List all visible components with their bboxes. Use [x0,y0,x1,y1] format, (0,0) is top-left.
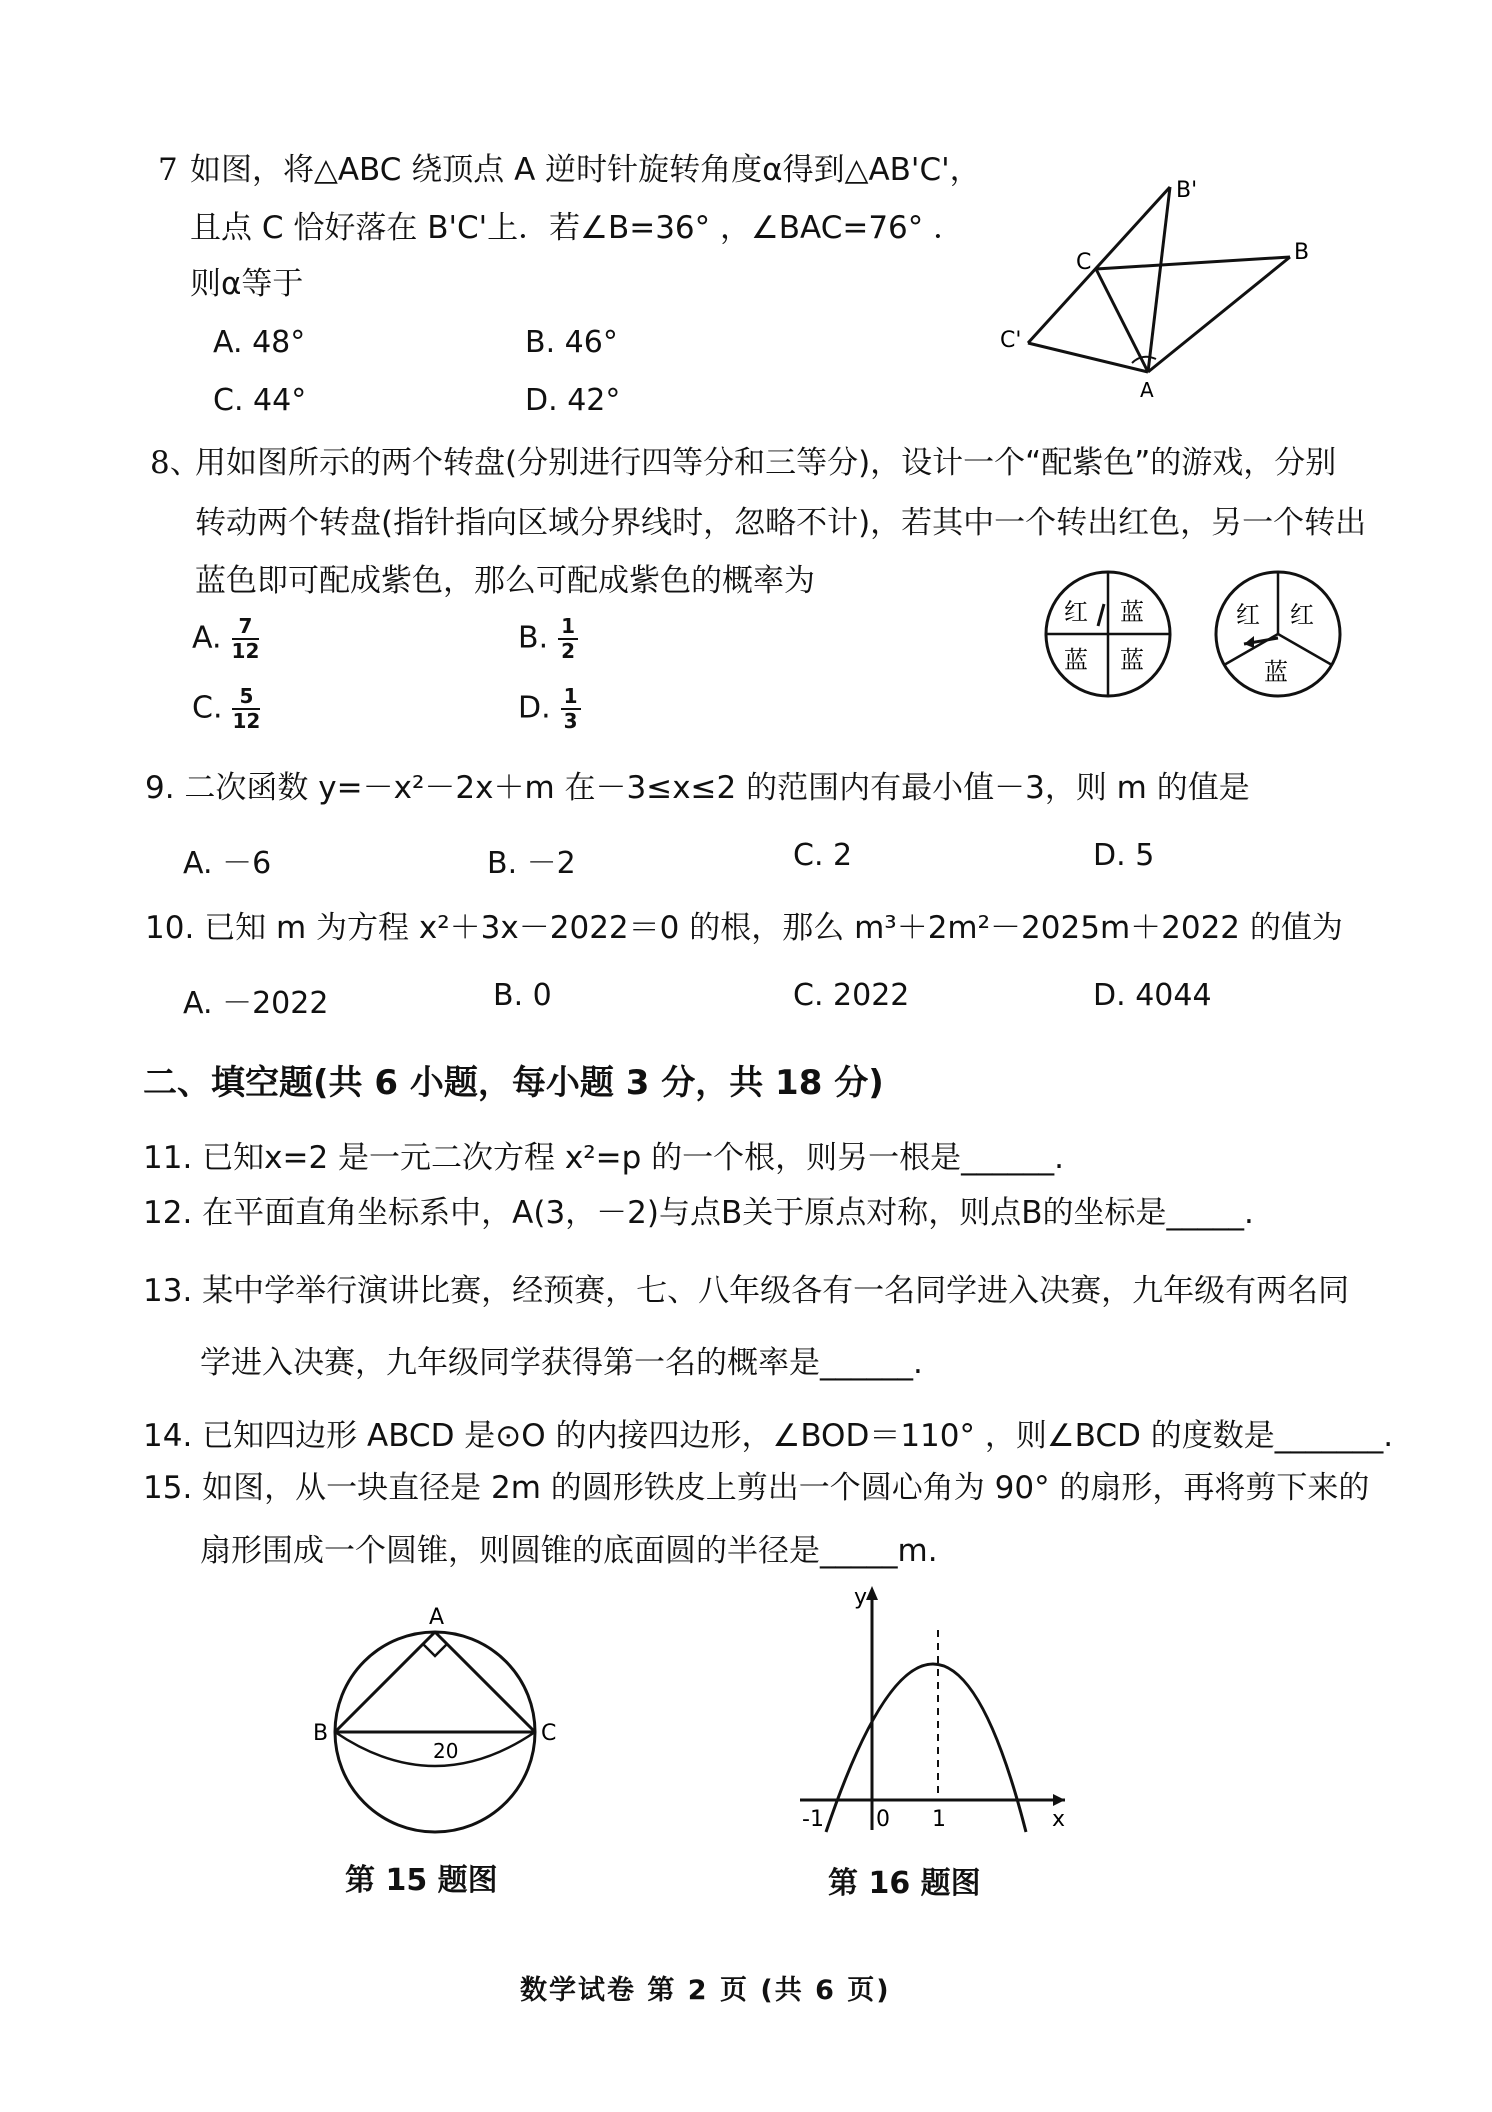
q8-number: 8、 [150,445,201,481]
q9-text: 9. 二次函数 y=－x²－2x＋m 在－3≤x≤2 的范围内有最小值－3，则 m 的值是 [145,770,1250,806]
q7-number: 7 [158,152,178,188]
wheel2-section-3: 蓝 [1264,658,1288,686]
q13-text-line1: 13. 某中学举行演讲比赛，经预赛，七、八年级各有一名同学进入决赛，九年级有两名同 [143,1273,1350,1309]
q7-label-c: C [1076,250,1092,275]
fig15-label-o: 20 [433,1739,459,1763]
fig15-label-b: B [313,1721,329,1746]
q10-option-d: D. 4044 [1093,978,1212,1013]
q8-text-line1: 用如图所示的两个转盘(分别进行四等分和三等分)，设计一个“配紫色”的游戏，分别 [195,445,1337,481]
q7-option-d: D. 42° [525,383,621,418]
q9-option-d: D. 5 [1093,838,1155,873]
fig16-label-x: x [1052,1807,1066,1832]
q11-text: 11. 已知x=2 是一元二次方程 x²=p 的一个根，则另一根是______. [143,1140,1065,1176]
q7-option-a: A. 48° [213,325,306,360]
q10-option-b: B. 0 [493,978,552,1013]
fig16-label-minus-one: -1 [802,1807,824,1832]
q7-label-a: A [1140,378,1154,400]
q7-text-line1: 如图，将△ABC 绕顶点 A 逆时针旋转角度α得到△AB'C'， [190,152,981,188]
q7-rotation-figure [1000,175,1340,400]
q10-option-a: A. －2022 [183,986,329,1021]
page-footer: 数学试卷 第 2 页 (共 6 页) [520,1975,891,2006]
q9-option-a: A. －6 [183,846,272,881]
fig16-label-origin: 0 [876,1807,890,1832]
section-title-fill-in-blank: 二、填空题(共 6 小题，每小题 3 分，共 18 分) [143,1063,884,1103]
wheel2-section-2: 红 [1290,601,1314,629]
q8-spinner-three-sections [1212,568,1344,700]
fig15-label-c: C [541,1721,557,1746]
wheel1-section-1: 红 [1064,598,1088,626]
q8-option-c: C. $\frac{5}{12}$ [192,684,261,733]
figure-16-caption: 第 16 题图 [828,1866,981,1901]
q7-text-line2: 且点 C 恰好落在 B'C'上．若∠B=36° ，∠BAC=76° ． [190,210,965,246]
q7-text-line3: 则α等于 [190,266,304,302]
q10-text: 10. 已知 m 为方程 x²＋3x－2022＝0 的根，那么 m³＋2m²－2025m＋2022 的值为 [145,910,1343,946]
wheel1-section-2: 蓝 [1120,598,1144,626]
fig16-label-y: y [854,1585,868,1610]
q7-label-b-prime: B' [1176,178,1198,203]
q8-option-b: B. $\frac{1}{2}$ [518,616,578,662]
q10-option-c: C. 2022 [793,978,910,1013]
q15-text-line1: 15. 如图，从一块直径是 2m 的圆形铁皮上剪出一个圆心角为 90° 的扇形，再将剪下来的 [143,1470,1370,1506]
q13-text-line2: 学进入决赛，九年级同学获得第一名的概率是______. [200,1345,923,1381]
q7-label-b: B [1294,240,1310,265]
q15-text-line2: 扇形围成一个圆锥，则圆锥的底面圆的半径是_____m. [200,1533,938,1569]
fig16-label-one: 1 [932,1807,946,1832]
q12-text: 12. 在平面直角坐标系中，A(3，－2)与点B关于原点对称，则点B的坐标是_____. [143,1195,1254,1231]
figure-15-circle-sector [305,1600,565,1840]
q9-option-b: B. －2 [487,846,576,881]
wheel2-section-1: 红 [1236,601,1260,629]
figure-16-parabola-graph [790,1580,1080,1840]
q9-option-c: C. 2 [793,838,853,873]
fig15-label-a: A [429,1605,445,1630]
q8-option-d: D. $\frac{1}{3}$ [518,686,581,732]
wheel1-section-4: 蓝 [1120,646,1144,674]
q14-text: 14. 已知四边形 ABCD 是⊙O 的内接四边形，∠BOD＝110° ，则∠BCD 的度数是_______. [143,1418,1394,1454]
q7-option-b: B. 46° [525,325,618,360]
q8-option-a: A. $\frac{7}{12}$ [192,614,260,663]
q8-spinner-four-sections [1042,568,1174,700]
q7-option-c: C. 44° [213,383,307,418]
q7-label-c-prime: C' [1000,328,1022,353]
figure-15-caption: 第 15 题图 [345,1863,498,1898]
q8-text-line3: 蓝色即可配成紫色，那么可配成紫色的概率为 [195,563,815,599]
wheel1-section-3: 蓝 [1064,646,1088,674]
q8-text-line2: 转动两个转盘(指针指向区域分界线时，忽略不计)，若其中一个转出红色，另一个转出 [195,505,1367,541]
